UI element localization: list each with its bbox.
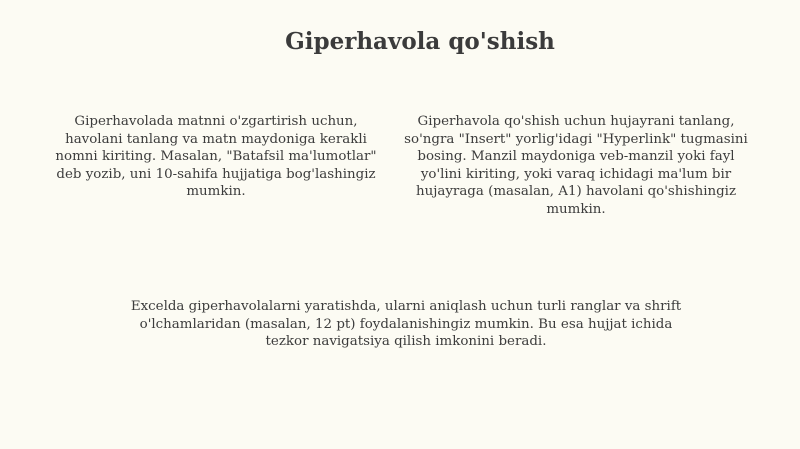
right-paragraph: Giperhavola qo'shish uchun hujayrani tanlang, so'ngra "Insert" yorlig'idagi "Hyperlink" tugmasini bosing. Manzil maydoniga veb-manzil yoki fayl yo'lini kiriting, yoki varaq ichidagi ma'lum bir hujayraga (masalan, A1) havolani qo'shishingiz mumkin. xyxy=(404,114,748,217)
slide-title: Giperhavola qo'shish xyxy=(285,28,555,55)
bottom-paragraph: Excelda giperhavolalarni yaratishda, ularni aniqlash uchun turli ranglar va shrift o'lchamlaridan (masalan, 12 pt) foydalanishingiz mumkin. Bu esa hujjat ichida tezkor navigatsiya qilish imkonini beradi. xyxy=(130,299,682,350)
left-paragraph: Giperhavolada matnni o'zgartirish uchun, havolani tanlang va matn maydoniga kerakli nomni kiriting. Masalan, "Batafsil ma'lumotlar" deb yozib, uni 10-sahifa hujjatiga bog'lashingiz mumkin. xyxy=(55,114,377,200)
